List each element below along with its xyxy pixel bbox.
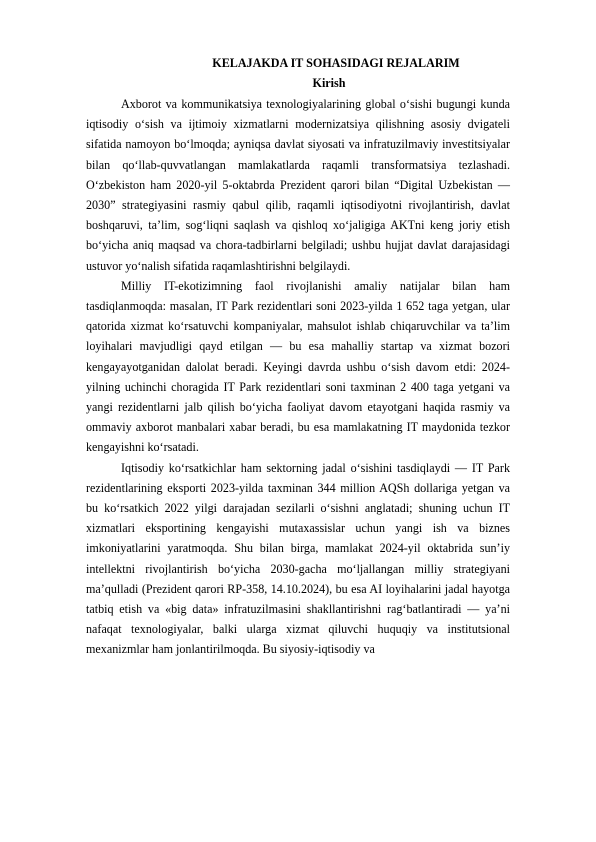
paragraph-3: Iqtisodiy koʻrsatkichlar ham sektorning jadal oʻsishini tasdiqlaydi — IT Park rezidentlarining eksporti 2023-yilda taxminan 344 million AQSh dollariga yetgan va bu koʻrsatkich 2022 yilgi darajadan sezilarli oʻsishni anglatadi; shuning uchun IT xizmatlari eksportining kengayishi mutaxassislar uchun yangi ish va biznes imkoniyatlarini yaratmoqda. Shu bilan birga, mamlakat 2024-yil oktabrida sunʼiy intellektni rivojlantirish boʻyicha 2030-gacha moʻljallangan milliy strategiyani maʼqulladi (Prezident qarori RP-358, 14.10.2024), bu esa AI loyihalarini jadal hayotga tatbiq etish va «big data» infratuzilmasini shakllantirishni ragʻbatlantiradi — yaʼni nafaqat texnologiyalar, balki ularga xizmat qiluvchi huquqiy va institutsional mexanizmlar ham jonlantirilmoqda. Bu siyosiy-iqtisodiy va xyxy=(86,460,510,657)
document-page xyxy=(86,53,510,660)
paragraph-1: Axborot va kommunikatsiya texnologiyalarining global oʻsishi bugungi kunda iqtisodiy oʻsish va ijtimoiy xizmatlarni modernizatsiya qilishning asosiy dvigateli sifatida namoyon boʻlmoqda; ayniqsa davlat siyosati va infratuzilmaviy investitsiyalar bilan qoʻllab-quvvatlangan mamlakatlarda raqamli transformatsiya tezlashadi. Oʻzbekiston ham 2020-yil 5-oktabrda Prezident qarori bilan “Digital Uzbekistan — 2030” strategiyasini rasmiy qabul qilib, raqamli iqtisodiyotni rivojlantirish, davlat boshqaruvi, taʼlim, sogʻliqni saqlash va qishloq xoʻjaligiga AKTni keng joriy etish boʻyicha aniq maqsad va chora-tadbirlarni belgiladi; ushbu hujjat davlat darajasidagi ustuvor yoʻnalish sifatida raqamlashtirishni belgilaydi. xyxy=(86,97,510,273)
section-heading: Kirish xyxy=(312,76,346,90)
document-title: KELAJAKDA IT SOHASIDAGI REJALARIM xyxy=(212,56,460,70)
paragraph-2: Milliy IT-ekotizimning faol rivojlanishi amaliy natijalar bilan ham tasdiqlanmoqda: masalan, IT Park rezidentlari soni 2023-yilda 1 652 taga yetgan, ular qatorida xizmat koʻrsatuvchi kompaniyalar, mahsulot ishlab chiqaruvchilar va taʼlim loyihalari mavjudligi qayd etilgan — bu esa mahalliy startap va xizmat bozori kengayayotganidan dalolat beradi. Keyingi davrda ushbu oʻsish davom etdi: 2024-yilning uchinchi choragida IT Park rezidentlari soni taxminan 2 400 taga yetgani va yangi rezidentlarni jalb qilish boʻyicha faoliyat davom etayotgani haqida rasmiy va ommaviy axborot manbalari xabar beradi, bu esa mamlakatning IT maydonida tezkor kengayishni koʻrsatadi. xyxy=(86,278,510,455)
